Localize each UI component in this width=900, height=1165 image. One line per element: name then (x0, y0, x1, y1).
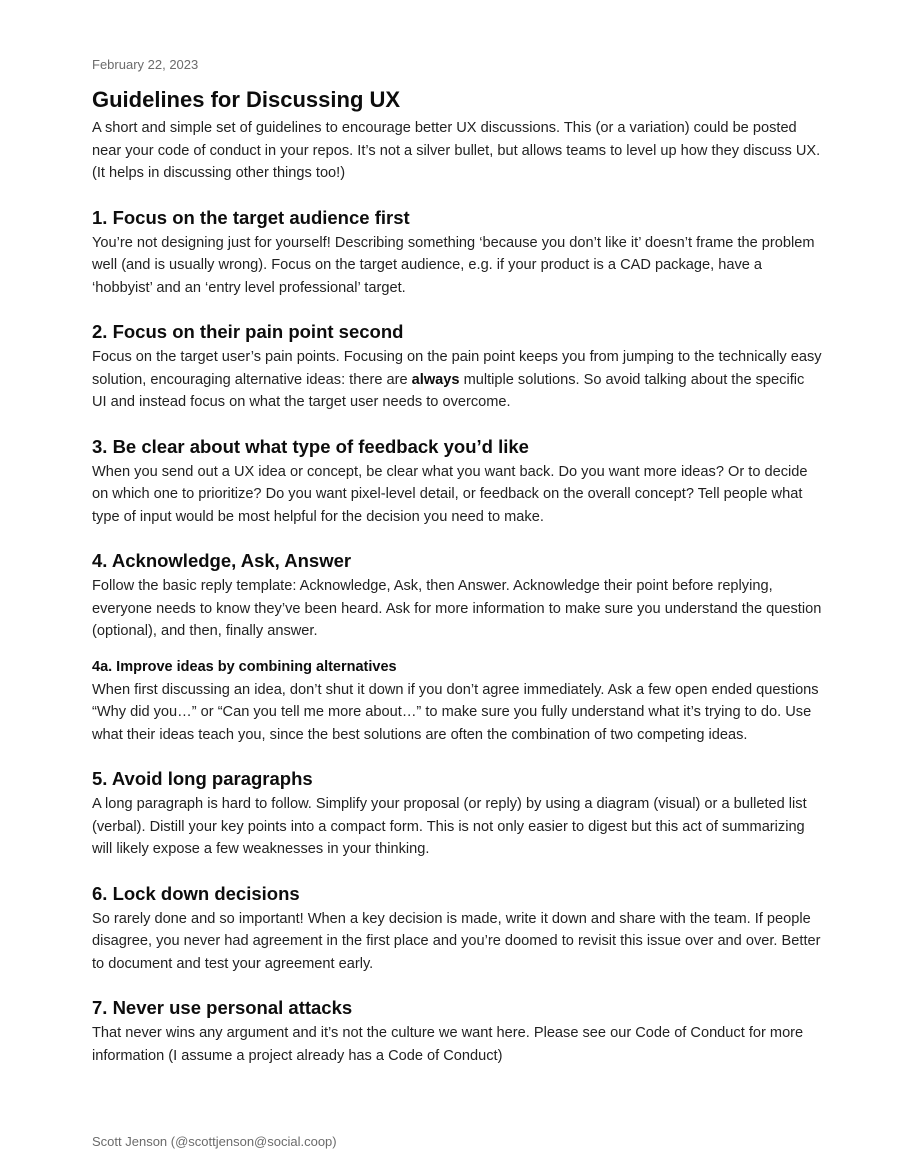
section-heading: 2. Focus on their pain point second (92, 321, 404, 342)
section-body: Follow the basic reply template: Acknowledge, Ask, then Answer. Acknowledge their point before replying, everyone needs to know they’ve been heard. Ask for more information to make sure you understand the question (optional), and then, finally answer. (92, 578, 822, 639)
section-heading: 3. Be clear about what type of feedback you’d like (92, 435, 529, 457)
intro-paragraph: A short and simple set of guidelines to encourage better UX discussions. This (or a variation) could be posted near your code of conduct in your repos. It’s not a silver bullet, but allows teams to level up how they discuss UX. (It helps in discussing other things too!) (92, 120, 821, 181)
section-body-text: multiple solutions. So avoid talking about the specific UI and instead focus on what the target user needs to overcome. (92, 371, 805, 410)
subsection-combining-alternatives (92, 657, 822, 747)
author-footer: Scott Jenson (@scottjenson@social.coop) (92, 1134, 337, 1149)
section-acknowledge-ask-answer (92, 548, 822, 746)
section-body: That never wins any argument and it’s not the culture we want here. Please see our Code of Conduct for more information (I assume a project already has a Code of Conduct) (92, 1025, 804, 1064)
section-body: You’re not designing just for yourself! Describing something ‘because you don’t like it’ doesn’t frame the problem well (and is usually wrong). Focus on the target audience, e.g. if your product is a CAD package, have a ‘hobbyist’ and an ‘entry level professional’ target. (92, 234, 815, 296)
section-heading: 7. Never use personal attacks (92, 997, 353, 1018)
section-body: So rarely done and so important! When a key decision is made, write it down and share with the team. If people disagree, you never had agreement in the first place and you’re doomed to revisit this issue over and over. Better to document and test your agreement early. (92, 910, 821, 972)
section-body-text: Focus on the target user’s pain points. Focusing on the pain point keeps you from jumping to the technically easy solution, encouraging alternative ideas: there are (92, 349, 822, 388)
section-lock-down-decisions (92, 881, 822, 976)
section-heading: 4. Acknowledge, Ask, Answer (92, 550, 352, 571)
section-pain-point (92, 319, 822, 414)
document-page (92, 56, 822, 1067)
subsection-heading: 4a. Improve ideas by combining alternatives (92, 658, 397, 675)
subsection-body: When first discussing an idea, don’t shut it down if you don’t agree immediately. Ask a few open ended questions “Why did you…” or “Can you tell me more about…” to make sure you fully understand what it’s trying to do. Use what their ideas teach you, since the best solutions are often the combination of two competing ideas. (92, 681, 819, 743)
section-feedback-type (92, 434, 822, 529)
section-body: A long paragraph is hard to follow. Simplify your proposal (or reply) by using a diagram (visual) or a bulleted list (verbal). Distill your key points into a compact form. This is not only easier to digest but this act of summarizing will likely expose a few weaknesses in your thinking. (92, 796, 807, 857)
emphasis-always: always (411, 371, 460, 388)
section-personal-attacks (92, 995, 822, 1067)
section-heading: 6. Lock down decisions (92, 882, 300, 904)
section-body (92, 346, 822, 414)
document-date: February 22, 2023 (92, 57, 199, 72)
document-title: Guidelines for Discussing UX (92, 87, 401, 112)
section-target-audience (92, 205, 822, 300)
section-heading: 1. Focus on the target audience first (92, 206, 410, 228)
section-heading: 5. Avoid long paragraphs (92, 768, 313, 789)
section-long-paragraphs (92, 766, 822, 861)
section-body: When you send out a UX idea or concept, be clear what you want back. Do you want more ideas? Or to decide on which one to prioritize? Do you want pixel-level detail, or feedback on the overall concept? Tell people what type of input would be most helpful for the decision you need to make. (92, 463, 808, 525)
